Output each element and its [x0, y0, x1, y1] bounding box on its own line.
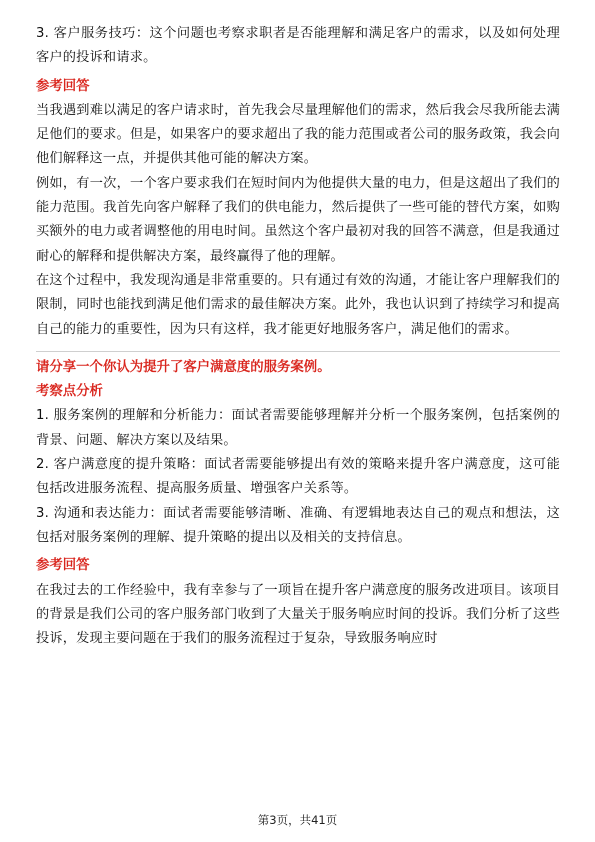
answer-paragraph-3: 在这个过程中，我发现沟通是非常重要的。只有通过有效的沟通，才能让客户理解我们的限制，同时也能找到满足他们需求的最佳解决方案。此外，我也认识到了持续学习和提高自己的能力的重要性，因为只有这样，我才能更好地服务客户，满足他们的需求。 — [36, 272, 560, 337]
page-number: 第3页，共41页 — [257, 813, 338, 827]
reference-answer-heading-2: 参考回答 — [36, 558, 90, 574]
answer-paragraph-2: 例如，有一次，一个客户要求我们在短时间内为他提供大量的电力，但是这超出了我们的能力范围。我首先向客户解释了我们的供电能力，然后提供了一些可能的替代方案，如购买额外的电力或者调整他的用电时间。虽然这个客户最初对我的回答不满意，但是我通过耐心的解释和提供解决方案，最终赢得了他的理解。 — [36, 175, 560, 264]
document-body — [36, 22, 560, 651]
analysis-heading: 考察点分析 — [36, 384, 103, 400]
analysis-point-3: 3. 客户服务技巧：这个问题也考察求职者是否能理解和满足客户的需求，以及如何处理客户的投诉和请求。 — [36, 26, 560, 66]
answer-paragraph-1: 当我遇到难以满足的客户请求时，首先我会尽量理解他们的需求，然后我会尽我所能去满足他们的要求。但是，如果客户的要求超出了我的能力范围或者公司的服务政策，我会向他们解释这一点，并提供其他可能的解决方案。 — [36, 102, 560, 167]
analysis-point-2: 2. 客户满意度的提升策略：面试者需要能够提出有效的策略来提升客户满意度，这可能包括改进服务流程、提高服务质量、增强客户关系等。 — [36, 457, 560, 497]
section-divider — [36, 351, 560, 352]
analysis-point-3b: 3. 沟通和表达能力：面试者需要能够清晰、准确、有逻辑地表达自己的观点和想法，这包括对服务案例的理解、提升策略的提出以及相关的支持信息。 — [36, 505, 560, 545]
reference-answer-heading: 参考回答 — [36, 78, 90, 94]
analysis-point-1: 1. 服务案例的理解和分析能力：面试者需要能够理解并分析一个服务案例，包括案例的背景、问题、解决方案以及结果。 — [36, 408, 560, 448]
answer-paragraph-4: 在我过去的工作经验中，我有幸参与了一项旨在提升客户满意度的服务改进项目。该项目的背景是我们公司的客户服务部门收到了大量关于服务响应时间的投诉。我们分析了这些投诉，发现主要问题在于我们的服务流程过于复杂，导致服务响应时 — [36, 582, 560, 647]
question-heading: 请分享一个你认为提升了客户满意度的服务案例。 — [36, 359, 331, 375]
